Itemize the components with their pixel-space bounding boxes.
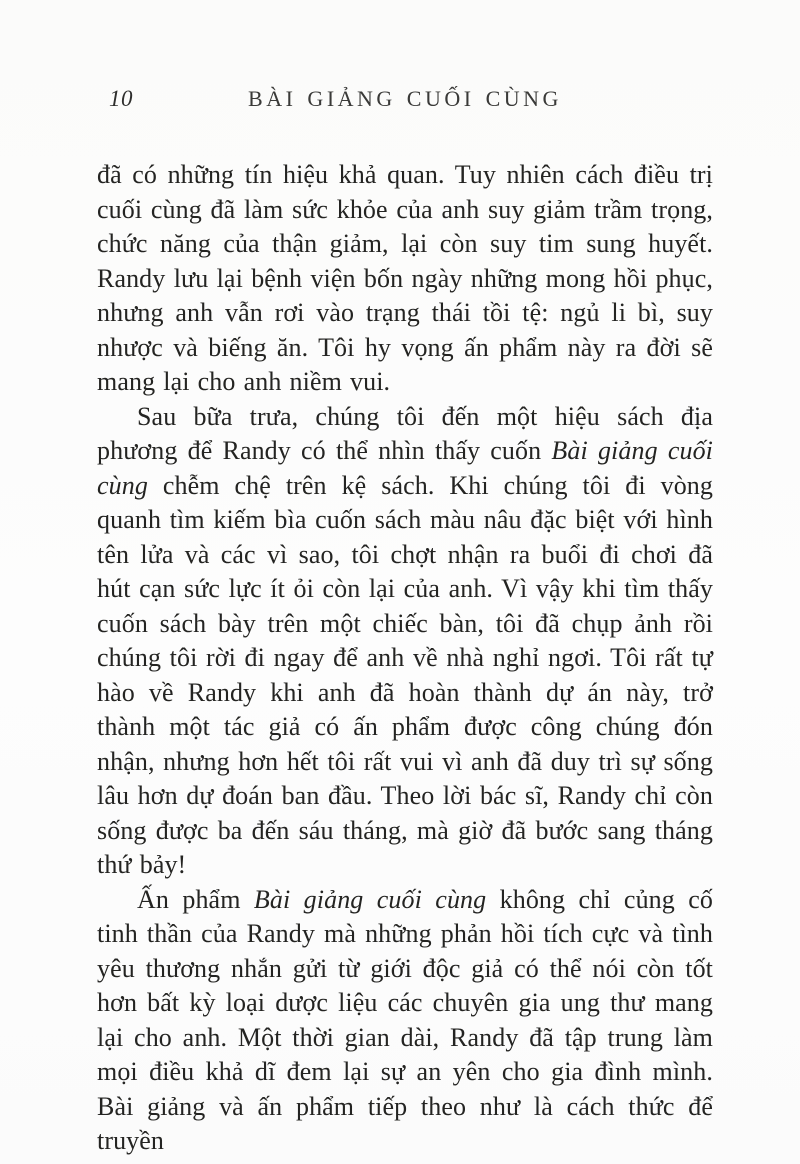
- text-run: chễm chệ trên kệ sách. Khi chúng tôi đi vòng quanh tìm kiếm bìa cuốn sách màu nâu đặc biệt với hình tên lửa và các vì sao, tôi chợt nhận ra buổi đi chơi đã hút cạn sức lực ít ỏi còn lại của anh. Vì vậy khi tìm thấy cuốn sách bày trên một chiếc bàn, tôi đã chụp ảnh rồi chúng tôi rời đi ngay để anh về nhà nghỉ ngơi. Tôi rất tự hào về Randy khi anh đã hoàn thành dự án này, trở thành một tác giả có ấn phẩm được công chúng đón nhận, nhưng hơn hết tôi rất vui vì anh đã duy trì sự sống lâu hơn dự đoán ban đầu. Theo lời bác sĩ, Randy chỉ còn sống được ba đến sáu tháng, mà giờ đã bước sang tháng thứ bảy!: [97, 470, 713, 879]
- text-run: Sau bữa trưa, chúng tôi đến một hiệu sách địa phương để Randy có thể nhìn thấy cuốn: [97, 401, 713, 465]
- book-title-italic: Bài giảng cuối cùng: [97, 436, 713, 500]
- body-text: [97, 158, 713, 1159]
- paragraph: [97, 883, 713, 1159]
- paragraph: [97, 400, 713, 883]
- text-run: Ấn phẩm: [137, 884, 254, 914]
- book-title-italic: Bài giảng cuối cùng: [253, 884, 487, 914]
- running-title: BÀI GIẢNG CUỐI CÙNG: [248, 86, 562, 111]
- page-number: 10: [109, 86, 133, 111]
- page-header: [97, 84, 713, 114]
- text-run: đã có những tín hiệu khả quan. Tuy nhiên cách điều trị cuối cùng đã làm sức khỏe của anh suy giảm trầm trọng, chức năng của thận giảm, lại còn suy tim sung huyết. Randy lưu lại bệnh viện bốn ngày những mong hồi phục, nhưng anh vẫn rơi vào trạng thái tồi tệ: ngủ li bì, suy nhược và biếng ăn. Tôi hy vọng ấn phẩm này ra đời sẽ mang lại cho anh niềm vui.: [97, 160, 713, 396]
- text-run: không chỉ củng cố tinh thần của Randy mà những phản hồi tích cực và tình yêu thương nhắn gửi từ giới độc giả có thể nói còn tốt hơn bất kỳ loại dược liệu các chuyên gia ung thư mang lại cho anh. Một thời gian dài, Randy đã tập trung làm mọi điều khả dĩ đem lại sự an yên cho gia đình mình. Bài giảng và ấn phẩm tiếp theo như là cách thức để truyền: [97, 884, 713, 1155]
- paragraph: [97, 158, 713, 400]
